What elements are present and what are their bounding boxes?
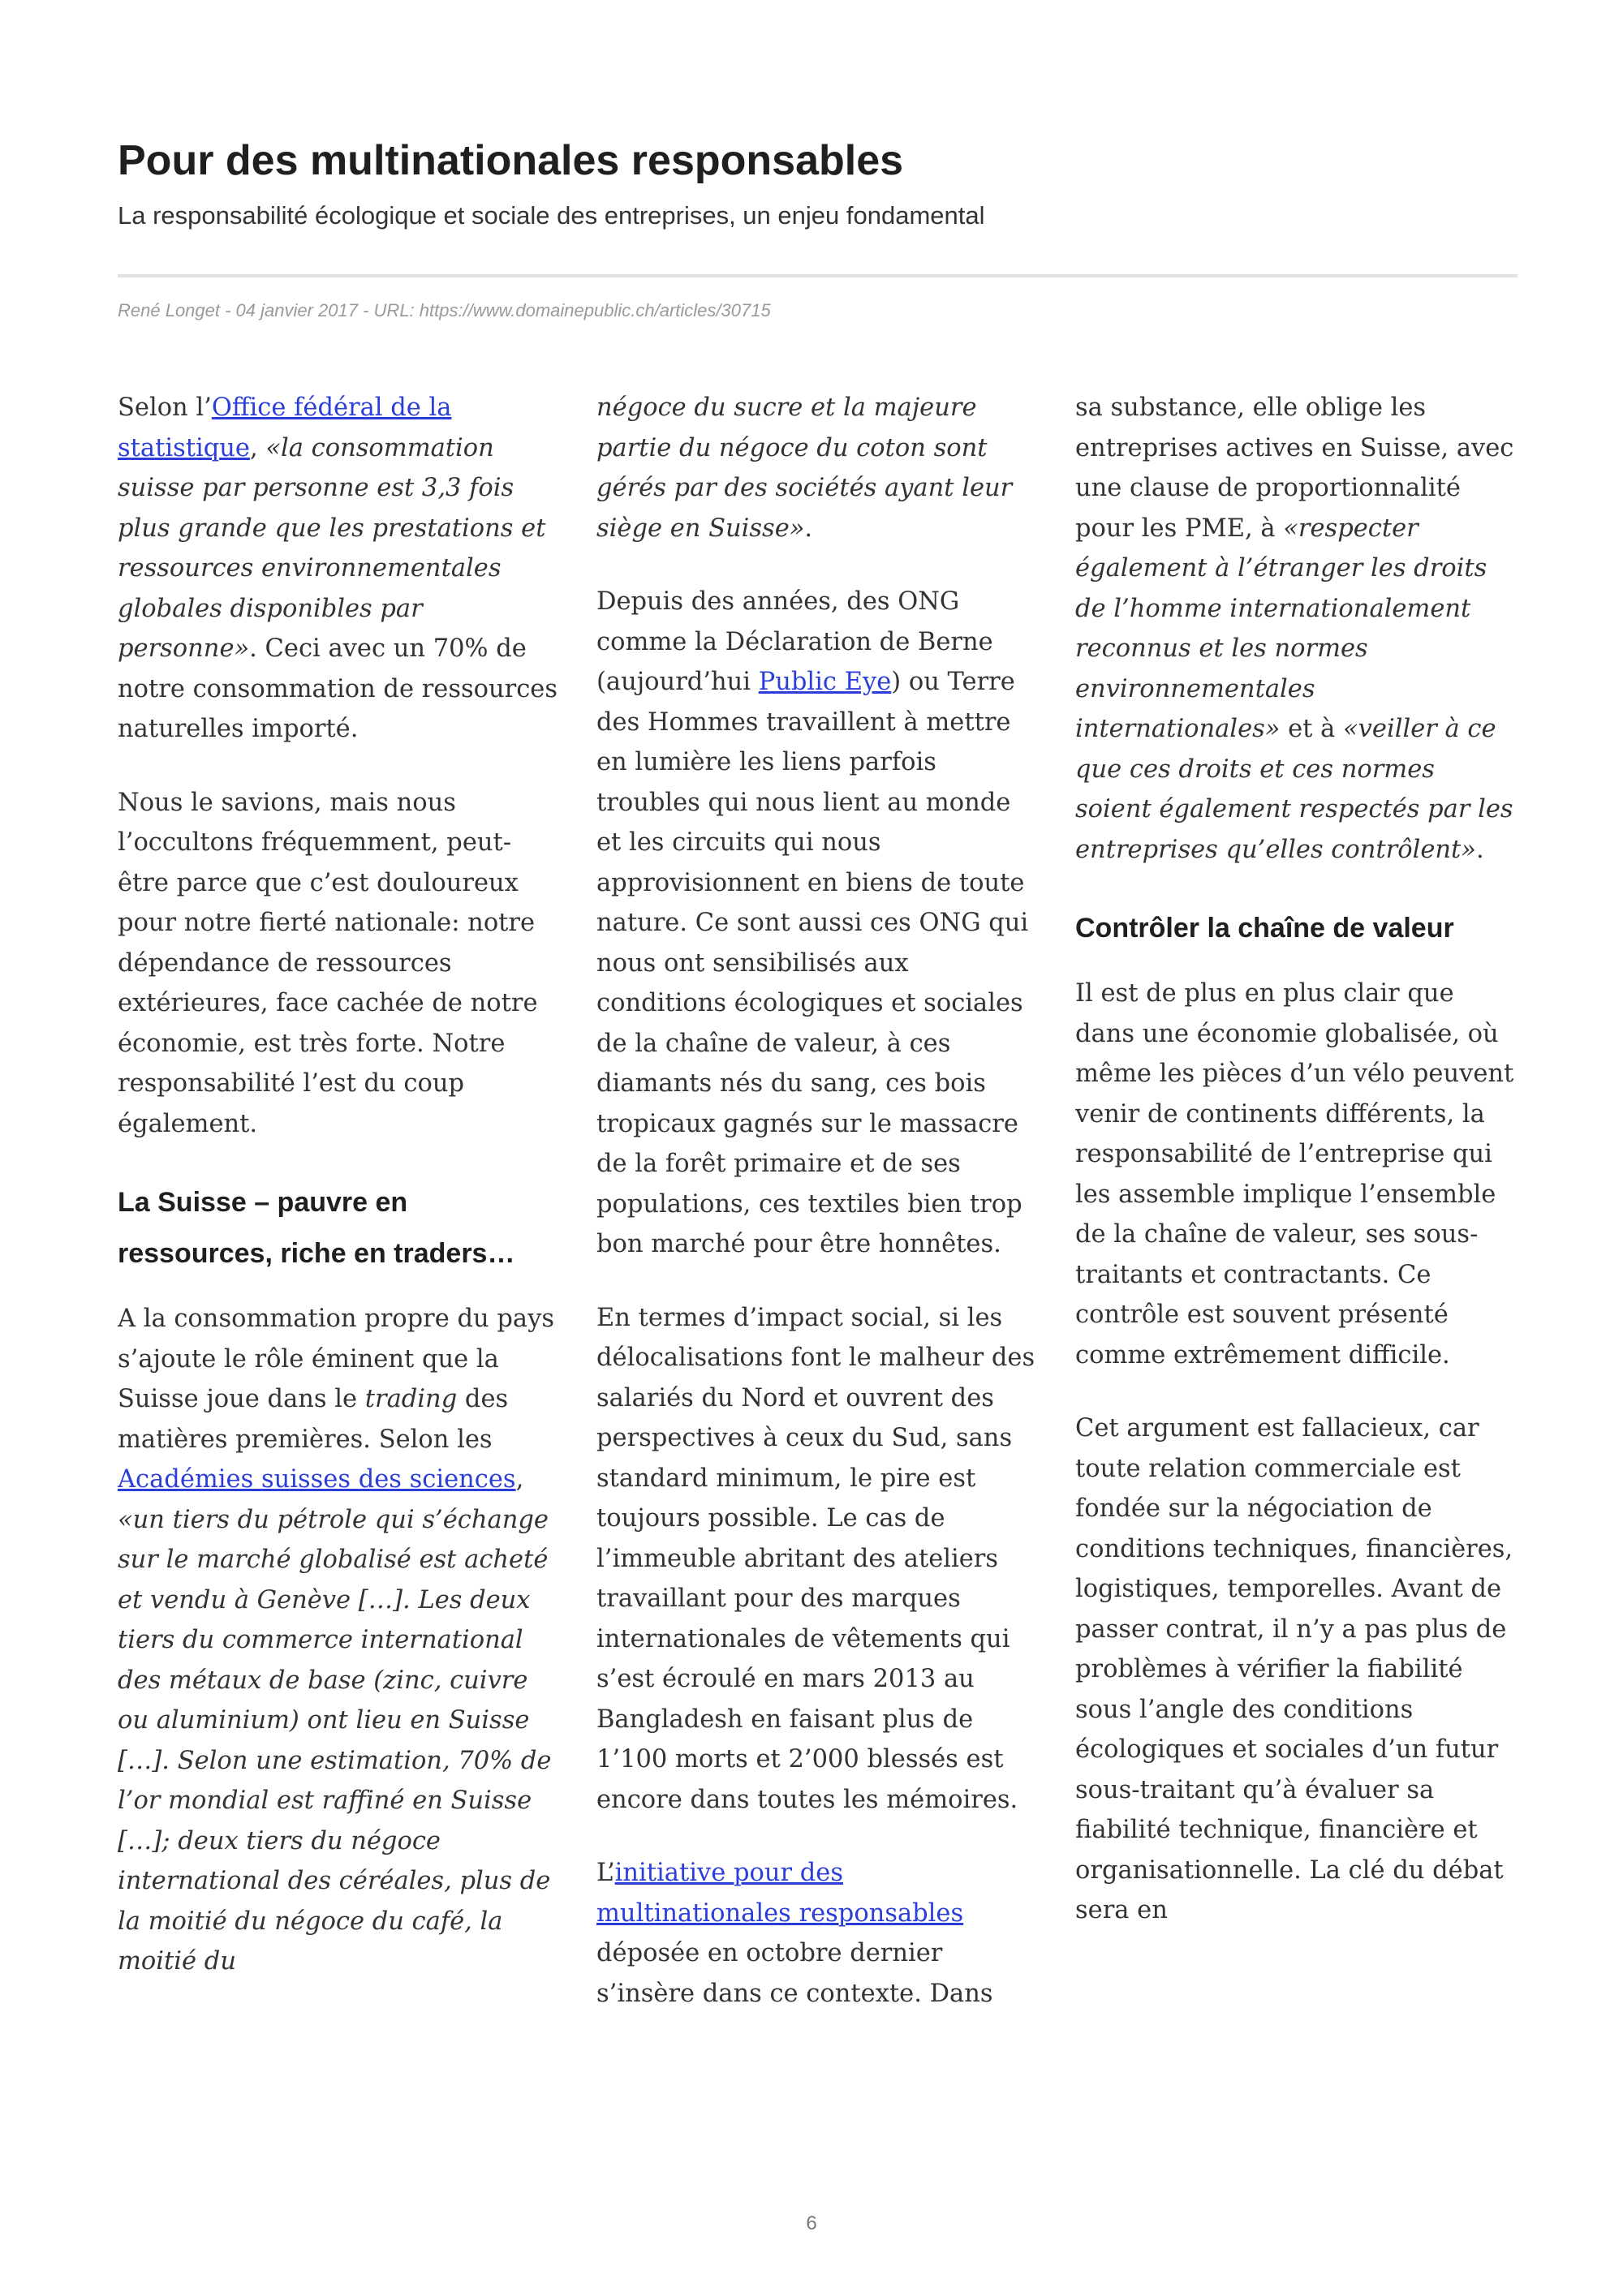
- paragraph: Cet argument est fallacieux, car toute relation commerciale est fondée sur la négociation de conditions techniques, financières, logistiques, temporelles. Avant de passer contrat, il n’y a pas plus de problèmes à vérifier la fiabilité sous l’angle des conditions écologiques et sociales d’un futur sous-traitant qu’à évaluer sa fiabilité technique, financière et organisationnelle. La clé du débat sera en: [1075, 1414, 1513, 1924]
- text-run: L’: [596, 1859, 615, 1887]
- article-subtitle: La responsabilité écologique et sociale des entreprises, un enjeu fondamental: [118, 201, 985, 230]
- text-run: . Ceci avec un 70% de notre consommation de ressources naturelles importé.: [118, 634, 558, 743]
- text-run: A la consommation propre du pays s’ajoute le rôle éminent que la Suisse joue dans le: [118, 1305, 554, 1413]
- text-run: déposée en octobre dernier s’insère dans ce contexte. Dans: [596, 1939, 993, 2008]
- text-run: et à: [1280, 715, 1344, 743]
- paragraph: Nous le savions, mais nous l’occultons fréquemment, peut-être parce que c’est douloureux pour notre fierté nationale: notre dépendance de ressources extérieures, face cachée de notre économie, est très forte. Notre responsabilité l’est du coup également.: [118, 788, 538, 1138]
- text-run: .: [804, 514, 813, 543]
- text-column-1: [118, 388, 560, 2181]
- text-column-2: [596, 388, 1039, 2181]
- quote: «respecter également à l’étranger les droits de l’homme internationalement reconnus et les normes environnementales internationales»: [1075, 514, 1487, 743]
- paragraph: En termes d’impact social, si les délocalisations font le malheur des salariés du Nord et ouvrent des perspectives à ceux du Sud, sans standard minimum, le pire est toujours possible. Le cas de l’immeuble abritant des ateliers travaillant pour des marques internationales de vêtements qui s’est écroulé en mars 2013 au Bangladesh en faisant plus de 1’100 morts et 2’000 blessés est encore dans toutes les mémoires.: [596, 1303, 1035, 1814]
- quote: négoce du sucre et la majeure partie du négoce du coton sont gérés par des sociétés ayant leur siège en Suisse»: [596, 393, 1013, 543]
- quote: «un tiers du pétrole qui s’échange sur le marché globalisé est acheté et vendu à Genève […]. Les deux tiers du commerce international des métaux de base (zinc, cuivre ou aluminium) ont lieu en Suisse […]. Selon une estimation, 70% de l’or mondial est raffiné en Suisse […]; deux tiers du négoce international des céréales, plus de la moitié du négoce du café, la moitié du: [118, 1505, 552, 1976]
- text-run: sa substance, elle oblige les entreprises actives en Suisse, avec une clause de proportionnalité pour les PME, à: [1075, 393, 1514, 543]
- link-academies-suisses-des-sciences[interactable]: Académies suisses des sciences: [118, 1465, 516, 1494]
- article-header: [118, 130, 1518, 234]
- paragraph: [596, 582, 1039, 1265]
- text-run: Depuis des années, des ONG comme la Déclaration de Berne (aujourd’hui: [596, 587, 993, 696]
- text-run: ) ou Terre des Hommes travaillent à mettre en lumière les liens parfois troubles qui nous lient au monde et les circuits qui nous approvisionnent en biens de toute nature. Ce sont aussi ces ONG qui nous ont sensibilisés aux conditions écologiques et sociales de la chaîne de valeur, à ces diamants nés du sang, ces bois tropicaux gagnés sur le massacre de la forêt primaire et de ses populations, ces textiles bien trop bon marché pour être honnêtes.: [596, 668, 1029, 1258]
- page-number: 6: [806, 2212, 817, 2234]
- header-divider: [118, 274, 1518, 277]
- text-run: des matières premières. Selon les: [118, 1385, 509, 1454]
- paragraph: Il est de plus en plus clair que dans une économie globalisée, où même les pièces d’un vélo peuvent venir de continents différents, la responsabilité de l’entreprise qui les assemble implique l’ensemble de la chaîne de valeur, ses sous-traitants et contractants. Ce contrôle est souvent présenté comme extrêmement difficile.: [1075, 979, 1514, 1369]
- article-meta: René Longet - 04 janvier 2017 - URL: https://www.domainepublic.ch/articles/30715: [118, 300, 771, 320]
- article-title: Pour des multinationales responsables: [118, 137, 904, 184]
- text-run: ,: [515, 1465, 524, 1494]
- emphasis: trading: [364, 1385, 458, 1413]
- quote: «veiller à ce que ces droits et ces normes soient également respectés par les entreprises qu’elles contrôlent»: [1075, 715, 1513, 864]
- link-initiative-multinationales[interactable]: initiative pour des multinationales responsables: [596, 1859, 964, 1928]
- paragraph: [1075, 388, 1518, 870]
- section-heading: La Suisse – pauvre en ressources, riche en traders…: [118, 1187, 515, 1269]
- text-column-3: [1075, 388, 1518, 2181]
- text-run: ,: [249, 433, 266, 462]
- paragraph: [596, 1853, 1039, 2014]
- quote: «la consommation suisse par personne est 3,3 fois plus grande que les prestations et ressources environnementales globales disponibles par personne»: [118, 433, 546, 663]
- section-heading: Contrôler la chaîne de valeur: [1075, 913, 1454, 944]
- link-public-eye[interactable]: Public Eye: [758, 668, 892, 696]
- text-run: .: [1475, 835, 1484, 864]
- text-run: Selon l’: [118, 393, 212, 422]
- paragraph: [596, 388, 1039, 548]
- link-office-federal-statistique[interactable]: Office fédéral de la statistique: [118, 393, 452, 462]
- paragraph: [118, 388, 560, 750]
- paragraph: [118, 1299, 560, 1982]
